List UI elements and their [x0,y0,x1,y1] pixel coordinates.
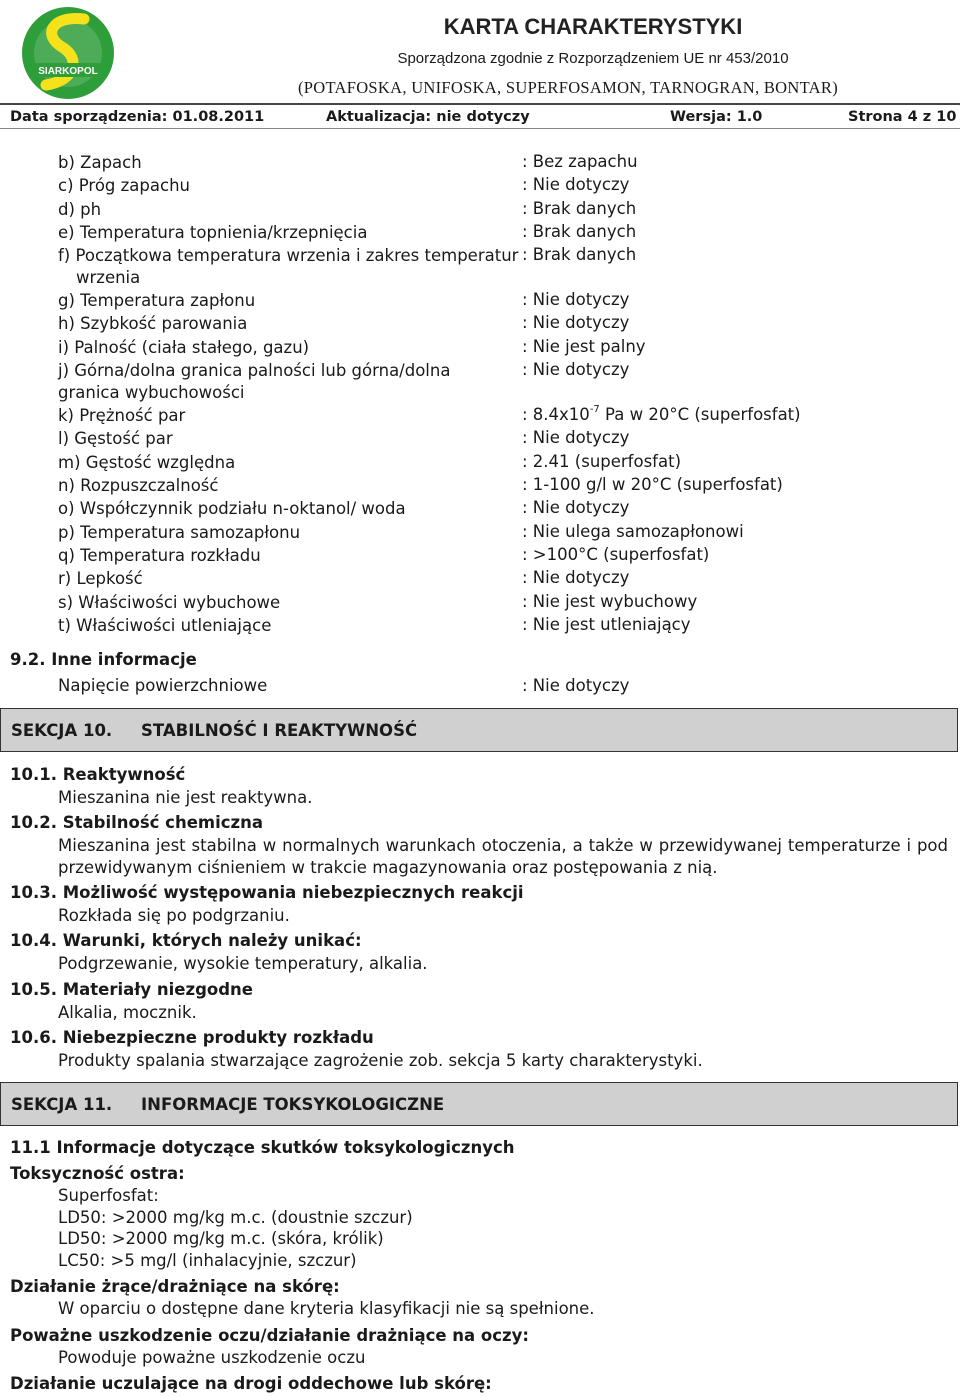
section-title: STABILNOŚĆ I REAKTYWNOŚĆ [141,721,418,740]
property-label: q) Temperatura rozkładu [58,546,261,565]
sensitisation-heading: Działanie uczulające na drogi oddechowe lub skórę: [10,1374,492,1393]
property-value: : Nie jest palny [522,337,646,356]
section-number: SEKCJA 11. [11,1095,113,1114]
eye-damage-text: Powoduje poważne uszkodzenie oczu [58,1348,366,1367]
subsection-text: Mieszanina nie jest reaktywna. [58,788,313,807]
value-prefix: : 8.4x10 [522,405,590,424]
property-label: c) Próg zapachu [58,176,190,195]
property-value: : Bez zapachu [522,152,638,171]
property-value: : Nie ulega samozapłonowi [522,522,744,541]
property-value: : Nie dotyczy [522,360,630,379]
other-info-heading: 9.2. Inne informacje [10,650,197,669]
property-value: : Nie dotyczy [522,175,630,194]
property-value: : >100°C (superfosfat) [522,545,710,564]
page-number: Strona 4 z 10 [848,109,957,125]
property-value: : 1-100 g/l w 20°C (superfosfat) [522,475,783,494]
property-value: : Nie jest utleniający [522,615,691,634]
property-value: : Nie dotyczy [522,498,630,517]
section-10-banner [0,708,958,752]
subsection-heading: 10.4. Warunki, których należy unikać: [10,931,362,950]
subsection-text: Podgrzewanie, wysokie temperatury, alkalia. [58,954,428,973]
subsection-text: Produkty spalania stwarzające zagrożenie zob. sekcja 5 karty charakterystyki. [58,1051,703,1070]
property-value: : Nie dotyczy [522,428,630,447]
subsection-heading: 10.2. Stabilność chemiczna [10,813,264,832]
subsection-heading: 10.3. Możliwość występowania niebezpiecznych reakcji [10,883,524,902]
subsection-heading: 10.6. Niebezpieczne produkty rozkładu [10,1028,374,1047]
property-value: : Nie dotyczy [522,290,630,309]
subsection-text: Alkalia, mocznik. [58,1003,197,1022]
property-label: m) Gęstość względna [58,453,236,472]
skin-irritation-heading: Działanie żrące/drażniące na skórę: [10,1277,340,1296]
section-11-banner [0,1082,958,1126]
acute-toxicity-line: LC50: >5 mg/l (inhalacyjnie, szczur) [58,1251,357,1270]
eye-damage-heading: Poważne uszkodzenie oczu/działanie drażniące na oczy: [10,1326,530,1345]
property-label: n) Rozpuszczalność [58,476,219,495]
property-label: r) Lepkość [58,569,143,588]
property-label: g) Temperatura zapłonu [58,291,256,310]
property-value [522,405,801,424]
property-value: : 2.41 (superfosfat) [522,452,682,471]
acute-toxicity-line: LD50: >2000 mg/kg m.c. (skóra, królik) [58,1229,384,1248]
subsection-text: Mieszanina jest stabilna w normalnych warunkach otoczenia, a także w przewidywanej temperaturze i pod przewidywanym ciśnieniem w trakcie magazynowania oraz postępowania z nią. [58,836,948,877]
property-value: : Brak danych [522,245,637,264]
surface-tension-value: : Nie dotyczy [522,676,630,695]
logo-text: SIARKOPOL [38,66,98,77]
property-label: l) Gęstość par [58,429,173,448]
creation-date: Data sporządzenia: 01.08.2011 [10,109,265,125]
skin-irritation-text: W oparciu o dostępne dane kryteria klasyfikacji nie są spełnione. [58,1299,595,1318]
property-label: h) Szybkość parowania [58,314,248,333]
property-value: : Brak danych [522,222,637,241]
property-value: : Nie jest wybuchowy [522,592,698,611]
property-label: t) Właściwości utleniające [58,616,272,635]
acute-toxicity-heading: Toksyczność ostra: [10,1164,185,1183]
acute-toxicity-line: LD50: >2000 mg/kg m.c. (doustnie szczur) [58,1208,413,1227]
header-rule-bottom [0,128,960,129]
property-label: e) Temperatura topnienia/krzepnięcia [58,223,368,242]
property-value: : Nie dotyczy [522,568,630,587]
header-rule [0,103,960,105]
section-title: INFORMACJE TOKSYKOLOGICZNE [141,1095,445,1114]
property-label [58,245,519,289]
property-value: : Nie dotyczy [522,313,630,332]
product-list: (POTAFOSKA, UNIFOSKA, SUPERFOSAMON, TARNOGRAN, BONTAR) [297,78,838,97]
surface-tension-label: Napięcie powierzchniowe [58,676,268,695]
section-number: SEKCJA 10. [11,721,113,740]
property-label: d) ph [58,200,102,219]
update-info: Aktualizacja: nie dotyczy [326,109,530,125]
version-info: Wersja: 1.0 [670,109,763,125]
value-suffix: Pa w 20°C (superfosfat) [599,405,801,424]
property-label: b) Zapach [58,153,142,172]
property-label: j) Górna/dolna granica palności lub górna/dolna granica wybuchowości [58,361,451,402]
subsection-heading: 11.1 Informacje dotyczące skutków toksykologicznych [10,1138,515,1157]
subsection-heading: 10.1. Reaktywność [10,765,186,784]
property-label: s) Właściwości wybuchowe [58,593,281,612]
property-label-text: f) Początkowa temperatura wrzenia i zakres temperatur wrzenia [58,246,519,287]
property-label: k) Prężność par [58,406,186,425]
acute-toxicity-line: Superfosfat: [58,1186,159,1205]
regulation-subtitle: Sporządzona zgodnie z Rozporządzeniem UE nr 453/2010 [397,50,789,67]
siarkopol-logo [12,5,124,101]
property-label: i) Palność (ciała stałego, gazu) [58,338,310,357]
property-value: : Brak danych [522,199,637,218]
value-exponent: -7 [589,403,600,415]
property-label: p) Temperatura samozapłonu [58,523,301,542]
document-title: KARTA CHARAKTERYSTYKI [443,14,743,39]
subsection-text: Rozkłada się po podgrzaniu. [58,906,290,925]
property-label: o) Współczynnik podziału n-oktanol/ woda [58,499,406,518]
subsection-heading: 10.5. Materiały niezgodne [10,980,253,999]
